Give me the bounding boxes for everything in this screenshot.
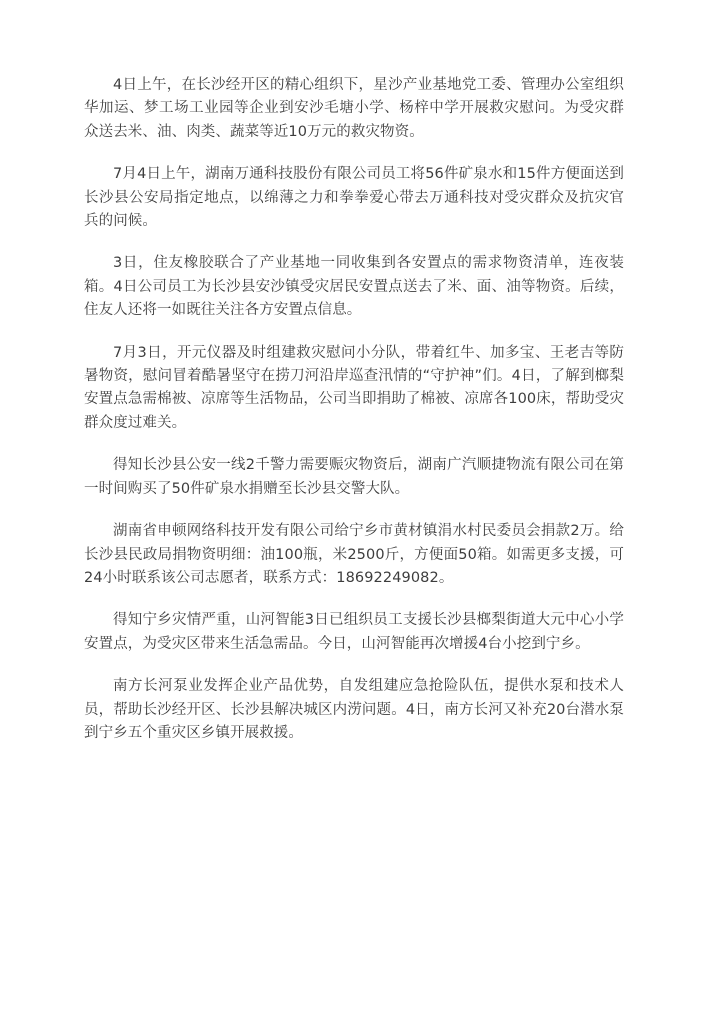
paragraph-3: 3日，住友橡胶联合了产业基地一同收集到各安置点的需求物资清单，连夜装箱。4日公司员工为长沙县安沙镇受灾居民安置点送去了米、面、油等物资。后续，住友人还将一如既往关注各方安置点信息。 bbox=[84, 255, 624, 319]
paragraph-7: 得知宁乡灾情严重，山河智能3日已组织员工支援长沙县榔梨街道大元中心小学安置点，为受灾区带来生活急需品。今日，山河智能再次增援4台小挖到宁乡。 bbox=[84, 612, 624, 652]
paragraph-6: 湖南省申顿网络科技开发有限公司给宁乡市黄材镇涓水村民委员会捐款2万。给长沙县民政局捐物资明细：油100瓶，米2500斤，方便面50箱。如需更多支援，可24小时联系该公司志愿者，联系方式：18692249082。 bbox=[84, 523, 624, 586]
paragraph-4: 7月3日，开元仪器及时组建救灾慰问小分队，带着红牛、加多宝、王老吉等防暑物资，慰问冒着酷暑坚守在捞刀河沿岸巡查汛情的“守护神”们。4日，了解到榔梨安置点急需棉被、凉席等生活物品，公司当即捐助了棉被、凉席各100床，帮助受灾群众度过难关。 bbox=[84, 344, 624, 431]
article-body bbox=[84, 74, 624, 745]
paragraph-2: 7月4日上午，湖南万通科技股份有限公司员工将56件矿泉水和15件方便面送到长沙县公安局指定地点，以绵薄之力和拳拳爱心带去万通科技对受灾群众及抗灾官兵的问候。 bbox=[84, 166, 624, 230]
paragraph-1: 4日上午，在长沙经开区的精心组织下，星沙产业基地党工委、管理办公室组织华加运、梦工场工业园等企业到安沙毛塘小学、杨梓中学开展救灾慰问。为受灾群众送去米、油、肉类、蔬菜等近10万元的救灾物资。 bbox=[84, 77, 624, 140]
paragraph-5: 得知长沙县公安一线2千警力需要赈灾物资后，湖南广汽顺捷物流有限公司在第一时间购买了50件矿泉水捐赠至长沙县交警大队。 bbox=[84, 457, 624, 497]
paragraph-8: 南方长河泵业发挥企业产品优势，自发组建应急抢险队伍，提供水泵和技术人员，帮助长沙经开区、长沙县解决城区内涝问题。4日，南方长河又补充20台潜水泵到宁乡五个重灾区乡镇开展救援。 bbox=[84, 678, 624, 741]
